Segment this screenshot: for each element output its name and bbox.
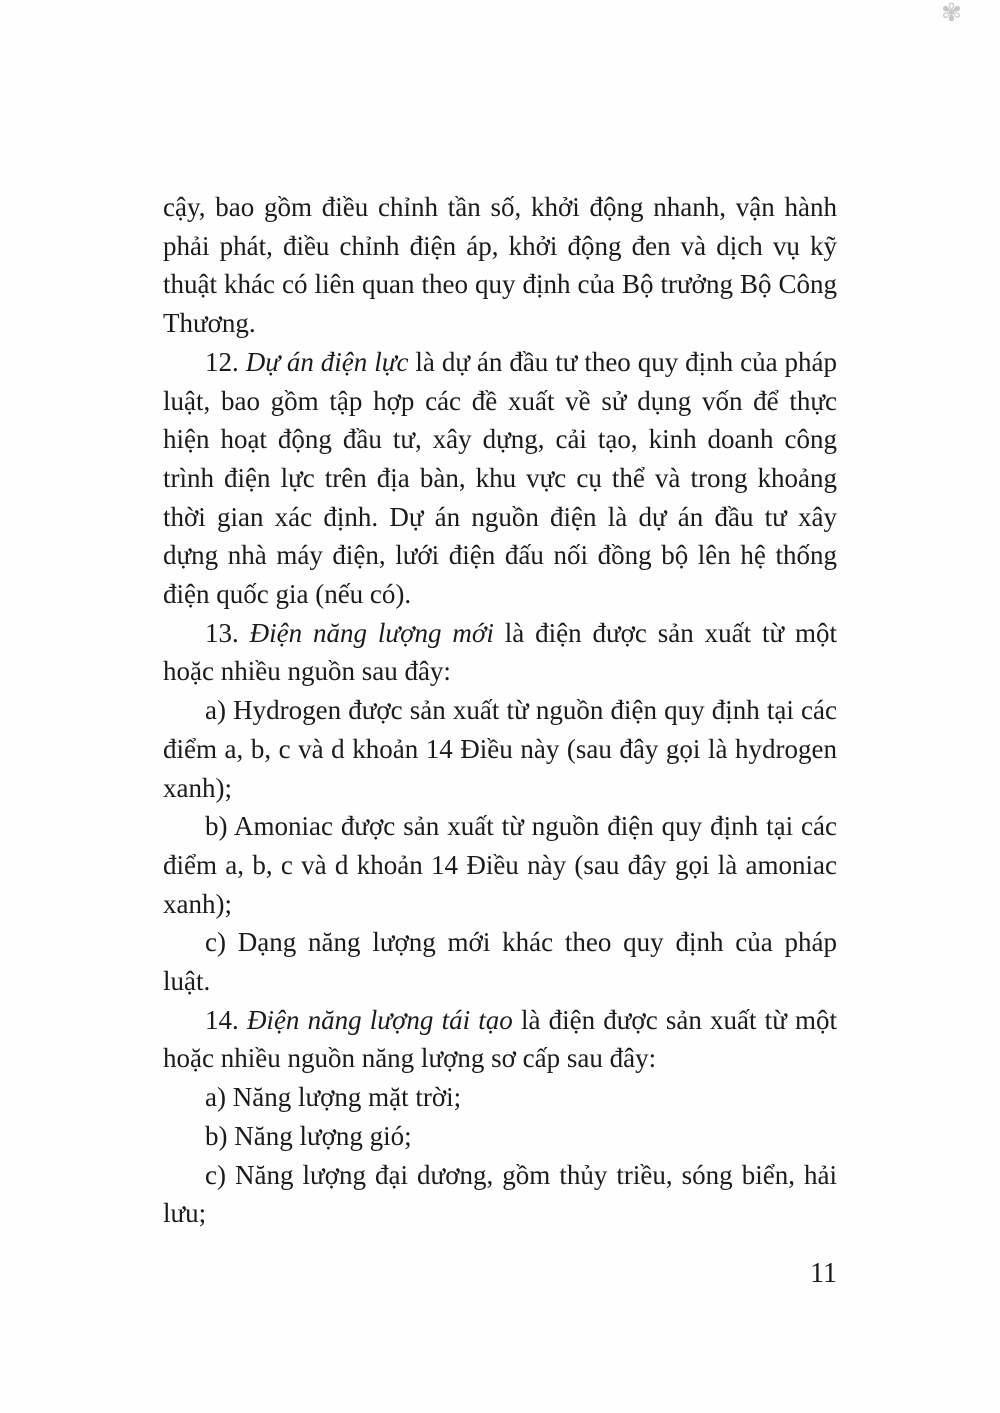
text-segment: 13. [205,617,250,648]
text-segment: cậy, bao gồm điều chỉnh tần số, khởi động nhanh, vận hành phải phát, điều chỉnh điện áp, khởi động đen và dịch vụ kỹ thuật khác có liên quan theo quy định của Bộ trưởng Bộ Công Thương. [163,192,837,339]
text-segment: a) Năng lượng mặt trời; [205,1082,462,1113]
text-segment: 14. [205,1004,247,1035]
text-segment: là điện được sản xuất từ một hoặc nhiều nguồn năng lượng sơ cấp sau đây: [163,1004,838,1074]
defined-term: Dự án điện lực [245,346,409,377]
paragraph [163,691,837,807]
text-segment: c) Dạng năng lượng mới khác theo quy định của pháp luật. [163,927,837,997]
florette-icon: ✾ [941,0,962,27]
text-segment: là dự án đầu tư theo quy định của pháp luật, bao gồm tập hợp các đề xuất về sử dụng vốn để thực hiện hoạt động đầu tư, xây dựng, cải tạo, kinh doanh công trình điện lực trên địa bàn, khu vực cụ thể và trong khoảng thời gian xác định. Dự án nguồn điện là dự án đầu tư xây dựng nhà máy điện, lưới điện đấu nối đồng bộ lên hệ thống điện quốc gia (nếu có). [163,346,838,610]
paragraph [163,1117,837,1156]
paragraph [163,1078,837,1117]
paragraph [163,1156,837,1233]
paragraph [163,343,837,614]
paragraph [163,188,837,343]
text-segment: là điện được sản xuất từ một hoặc nhiều nguồn sau đây: [163,617,838,687]
defined-term: Điện năng lượng mới [249,617,494,648]
paragraph [163,1001,837,1078]
paragraph [163,614,837,691]
text-segment: 12. [205,346,246,377]
page-number: 11 [810,1258,837,1289]
text-segment: b) Năng lượng gió; [205,1120,412,1151]
paragraph [163,923,837,1000]
text-block [163,188,837,1233]
paragraph [163,807,837,923]
defined-term: Điện năng lượng tái tạo [246,1004,513,1035]
text-segment: a) Hydrogen được sản xuất từ nguồn điện quy định tại các điểm a, b, c và d khoản 14 Điều này (sau đây gọi là hydrogen xanh); [163,695,837,803]
text-segment: c) Năng lượng đại dương, gồm thủy triều, sóng biển, hải lưu; [163,1159,837,1229]
text-segment: b) Amoniac được sản xuất từ nguồn điện quy định tại các điểm a, b, c và d khoản 14 Điều này (sau đây gọi là amoniac xanh); [163,811,837,919]
